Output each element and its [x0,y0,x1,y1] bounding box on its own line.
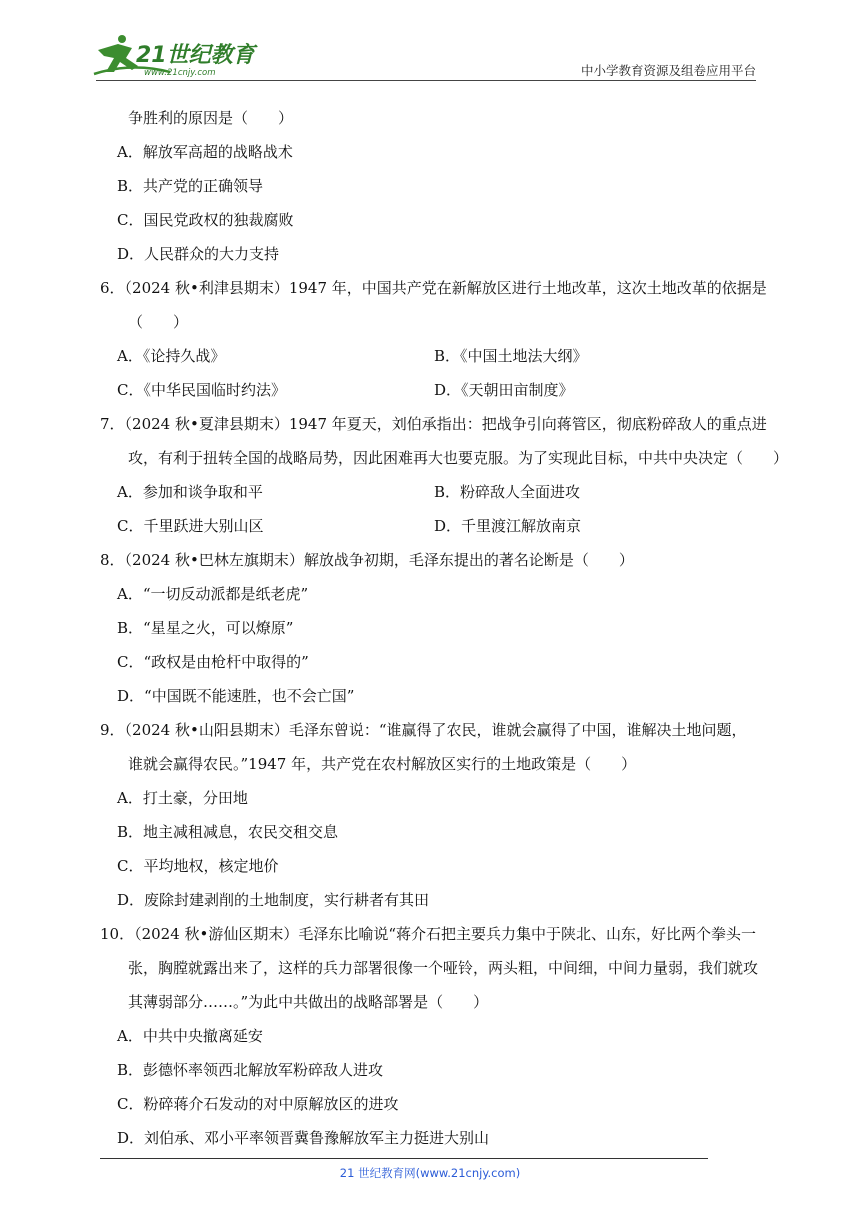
svg-text:www.21cnjy.com: www.21cnjy.com [144,68,216,78]
question-stem: 争胜利的原因是（ ） [128,109,294,127]
footer-link[interactable]: 21 世纪教育网(www.21cnjy.com) [339,1166,521,1180]
option-row [100,509,766,543]
question-stem: 其薄弱部分……。”为此中共做出的战略部署是（ ） [128,993,489,1011]
option: D．人民群众的大力支持 [117,245,280,263]
question-stem: 6．（2024 秋•利津县期末）1947 年，中国共产党在新解放区进行土地改革，这次土地改革的依据是 [100,279,767,297]
platform-name: 中小学教育资源及组卷应用平台 [580,63,756,78]
header-divider [96,80,756,81]
question-stem: 谁就会赢得农民。”1947 年，共产党在农村解放区实行的土地政策是（ ） [128,755,637,773]
option: D．“中国既不能速胜，也不会亡国” [117,687,355,705]
question-stem: 8．（2024 秋•巴林左旗期末）解放战争初期，毛泽东提出的著名论断是（ ） [100,551,634,569]
option: B．粉碎敌人全面进攻 [434,483,581,501]
option: C．平均地权，核定地价 [117,857,279,875]
question-stem: 7．（2024 秋•夏津县期末）1947 年夏天，刘伯承指出：把战争引向蒋管区，彻底粉碎敌人的重点进 [100,415,767,433]
option: B．彭德怀率领西北解放军粉碎敌人进攻 [117,1061,384,1079]
page-header [0,0,860,90]
option: B．地主减租减息，农民交租交息 [117,823,339,841]
option: B．共产党的正确领导 [117,177,264,195]
option: C．“政权是由枪杆中取得的” [117,653,309,671]
option: C．《中华民国临时约法》 [117,381,286,399]
question-stem: 攻，有利于扭转全国的战略局势，因此困难再大也要克服。为了实现此目标，中共中央决定（ ） [128,449,789,467]
question-stem: （ ） [128,313,189,331]
option: D．千里渡江解放南京 [434,517,582,535]
option: A．中共中央撤离延安 [117,1027,263,1045]
option: A．《论持久战》 [117,347,226,365]
option: D．废除封建剥削的土地制度，实行耕者有其田 [117,891,430,909]
svg-text:21世纪教育: 21世纪教育 [136,43,255,68]
option: A．打土豪，分田地 [117,789,248,807]
footer-divider [100,1158,708,1159]
option: C．粉碎蒋介石发动的对中原解放区的进攻 [117,1095,399,1113]
option-row [100,339,766,373]
option: C．千里跃进大别山区 [117,517,264,535]
option: A．解放军高超的战略战术 [117,143,293,161]
question-stem: 9．（2024 秋•山阳县期末）毛泽东曾说：“谁赢得了农民，谁就会赢得了中国，谁解决土地问题， [100,721,747,739]
question-stem: 10．（2024 秋•游仙区期末）毛泽东比喻说“蒋介石把主要兵力集中于陕北、山东，好比两个拳头一 [100,925,757,943]
option: D．《天朝田亩制度》 [434,381,574,399]
option: B．“星星之火，可以燎原” [117,619,294,637]
question-content [100,101,789,1155]
option-row [100,475,766,509]
option: D．刘伯承、邓小平率领晋冀鲁豫解放军主力挺进大别山 [117,1129,490,1147]
option: B．《中国土地法大纲》 [434,347,588,365]
option-row [100,373,766,407]
option: A．参加和谈争取和平 [117,483,263,501]
option: C．国民党政权的独裁腐败 [117,211,294,229]
logo-21cnjy [92,32,262,80]
question-stem: 张，胸膛就露出来了，这样的兵力部署很像一个哑铃，两头粗，中间细，中间力量弱，我们就攻 [128,959,759,977]
option: A．“一切反动派都是纸老虎” [117,585,309,603]
